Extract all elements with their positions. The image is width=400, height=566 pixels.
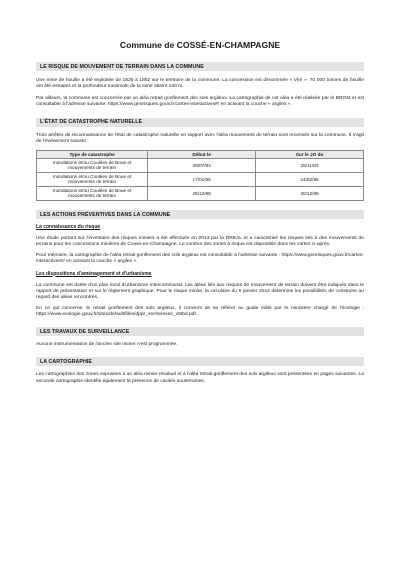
table-cell-jo: 18/11/83 <box>256 158 364 172</box>
page-title: Commune de COSSÉ-EN-CHAMPAGNE <box>119 40 281 50</box>
actions-paragraph-4: En ce qui concerne, le retrait gonflement des sols argileux, il convient de se référer au guide édité par le ministère chargé de l'écologie : https://www.ecologie.gouv.fr/sites/default/files/dppr_secheresse_v5tbd.pdf. <box>36 305 364 317</box>
section-heading-mouvement: LE RISQUE DE MOUVEMENT DE TERRAIN DANS LA COMMUNE <box>36 62 364 71</box>
section-heading-actions: LES ACTIONS PRÉVENTIVES DANS LA COMMUNE <box>36 210 364 219</box>
surveillance-paragraph: Aucune instrumentation de l'ancien site minier n'est programmée. <box>36 342 178 348</box>
catastrophe-table <box>36 150 364 201</box>
table-cell-jo: 24/02/95 <box>256 172 364 186</box>
table-cell-debut: 17/01/95 <box>148 172 256 186</box>
table-row <box>37 158 364 172</box>
table-cell-type: Inondations et/ou Coulées de Boue et mouvements de terrain <box>37 158 148 172</box>
section-heading-cartographie: LA CARTOGRAPHIE <box>36 357 364 366</box>
subheading-connaissance: La connaissance du risque <box>36 224 101 231</box>
section-heading-surveillance: LES TRAVAUX DE SURVEILLANCE <box>36 327 364 336</box>
table-header-jo: Sur le JO du <box>256 150 364 158</box>
actions-paragraph-1: Une étude portant sur l'inventaire des risques miniers a été effectuée en 2013 par la DREAL et a caractérisé les risques liés à des mouvements de terrains pour les concessions minières de Cossé-en-Champagne. Le contour des zones à risque est disponible dans les cartes ci-après. <box>36 236 364 248</box>
table-cell-debut: 28/07/83 <box>148 158 256 172</box>
table-row <box>37 172 364 186</box>
table-header-type: Type de catastrophe <box>37 150 148 158</box>
mouvement-paragraph-1: Une mine de houille a été exploitée de 1835 à 1852 sur le territoire de la commune. La concession est dénommée « Viré ». 70 000 tonnes de houille ont été extraites et la profondeur maximale de la mine atteint 140 m. <box>36 78 364 90</box>
table-header-row <box>37 150 364 158</box>
actions-paragraph-3: La commune est dotée d'un plan local d'urbanisme intercommunal. Les aléas liés aux risques de mouvement de terrain doivent être indiqués dans le rapport de présentation et sur le règlement graphique. Pour le risque minier, la circulaire du 6 janvier 2012 détermine les possibilités de construire au regard des aléas rencontrés. <box>36 282 364 300</box>
cartographie-paragraph: Les cartographies des zones exposées à un aléa minier résiduel et à l'aléa retrait gonflement des sols argileux sont présentées en pages suivantes. La seconde cartographie identifie également la présence de cavités souterraines. <box>36 372 364 384</box>
table-cell-type: Inondations et/ou Coulées de Boue et mouvements de terrain <box>37 172 148 186</box>
table-cell-debut: 25/12/99 <box>148 186 256 200</box>
catastrophe-intro: Trois arrêtés de reconnaissance de l'état de catastrophe naturelle en rapport avec l'aléa mouvement de terrain sont recensés sur la commune. Il s'agit de l'événement suivant : <box>36 132 364 144</box>
table-header-debut: Début le <box>148 150 256 158</box>
table-row <box>37 186 364 200</box>
section-heading-catastrophe: L'ÉTAT DE CATASTROPHE NATURELLE <box>36 118 364 127</box>
actions-paragraph-2: Pour mémoire, la cartographie de l'aléa retrait gonflement des sols argileux est consultable à l'adresse suivante : https://www.georisques.gouv.fr/cartes-interactives#/ en activant la couche « argiles ». <box>36 253 364 265</box>
subheading-urbanisme: Les dispositions d'aménagement et d'urbanisme <box>36 270 152 277</box>
table-cell-type: Inondations et/ou Coulées de Boue et mouvements de terrain <box>37 186 148 200</box>
mouvement-paragraph-2: Par ailleurs, la commune est concernée par un aléa retrait gonflement des sols argileux. La cartographie de cet aléa a été réalisée par le BRGM et est consultable à l'adresse suivante: https://www.georisques.gouv.fr/cartes-interactives#/ en activant la couche « argiles ». <box>36 96 364 108</box>
table-cell-jo: 30/12/99 <box>256 186 364 200</box>
